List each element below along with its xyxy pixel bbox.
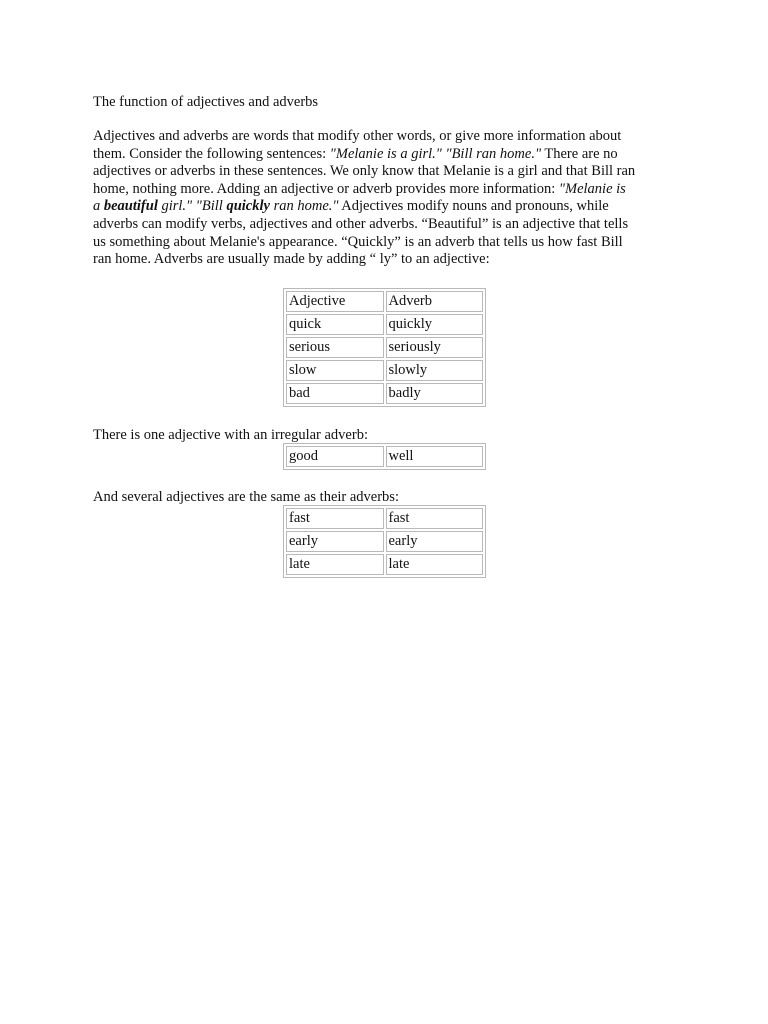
- document-title: The function of adjectives and adverbs: [93, 94, 319, 110]
- example-sentence: ran home.": [269, 198, 339, 215]
- paragraph-line: [93, 234, 673, 252]
- table-header-cell: Adverb: [386, 291, 483, 312]
- table-cell: bad: [286, 383, 384, 404]
- table-cell: serious: [286, 337, 384, 358]
- paragraph-text: adjectives or adverbs in these sentences. We only know that Melanie is a girl and that Bill ran: [93, 163, 636, 180]
- same-form-caption: And several adjectives are the same as their adverbs:: [93, 489, 399, 505]
- table-cell: late: [386, 554, 484, 575]
- example-sentence: "Bill: [195, 198, 227, 215]
- table-cell: well: [386, 446, 484, 467]
- table-header-cell: Adjective: [286, 291, 384, 312]
- table-cell: seriously: [386, 337, 483, 358]
- table-row: [286, 554, 483, 575]
- irregular-caption: There is one adjective with an irregular adverb:: [93, 427, 368, 443]
- intro-paragraph: [93, 128, 673, 269]
- paragraph-text: Adjectives and adverbs are words that modify other words, or give more information about: [93, 128, 622, 144]
- table-row: [286, 508, 483, 529]
- table-cell: fast: [386, 508, 484, 529]
- same-form-adverb-table: [283, 505, 486, 578]
- paragraph-text: them. Consider the following sentences:: [93, 145, 330, 162]
- table-cell: quickly: [386, 314, 483, 335]
- table-cell: quick: [286, 314, 384, 335]
- table-cell: early: [386, 531, 484, 552]
- paragraph-line: [93, 128, 673, 146]
- table-cell: early: [286, 531, 384, 552]
- example-sentence: "Bill ran home.": [445, 145, 542, 162]
- paragraph-text: home, nothing more. Adding an adjective or adverb provides more information:: [93, 180, 559, 197]
- paragraph-line: [93, 181, 673, 199]
- table-row: [286, 360, 483, 381]
- example-sentence: a: [93, 198, 104, 215]
- emphasized-word: quickly: [226, 198, 270, 215]
- paragraph-text: ran home. Adverbs are usually made by adding “ ly” to an adjective:: [93, 251, 490, 268]
- paragraph-line: [93, 216, 673, 234]
- table-cell: good: [286, 446, 384, 467]
- table-cell: late: [286, 554, 384, 575]
- emphasized-word: beautiful: [103, 198, 158, 215]
- table-row: [286, 446, 483, 467]
- paragraph-line: [93, 251, 673, 269]
- paragraph-text: Adjectives modify nouns and pronouns, while: [338, 198, 609, 215]
- table-row: [286, 291, 483, 312]
- paragraph-text: There are no: [541, 145, 618, 162]
- paragraph-line: [93, 198, 673, 216]
- regular-adverb-table: [283, 288, 486, 407]
- table-row: [286, 314, 483, 335]
- table-row: [286, 383, 483, 404]
- table-cell: slowly: [386, 360, 483, 381]
- table-row: [286, 337, 483, 358]
- table-cell: badly: [386, 383, 483, 404]
- table-cell: slow: [286, 360, 384, 381]
- paragraph-text: us something about Melanie's appearance. “Quickly” is an adverb that tells us how fast Bill: [93, 233, 623, 250]
- irregular-adverb-table: [283, 443, 486, 470]
- paragraph-line: [93, 163, 673, 181]
- table-row: [286, 531, 483, 552]
- paragraph-line: [93, 146, 673, 164]
- paragraph-text: adverbs can modify verbs, adjectives and other adverbs. “Beautiful” is an adjective that tells: [93, 215, 629, 232]
- example-sentence: girl.": [157, 198, 193, 215]
- example-sentence: "Melanie is: [558, 180, 626, 197]
- example-sentence: "Melanie is a girl.": [329, 145, 442, 162]
- table-cell: fast: [286, 508, 384, 529]
